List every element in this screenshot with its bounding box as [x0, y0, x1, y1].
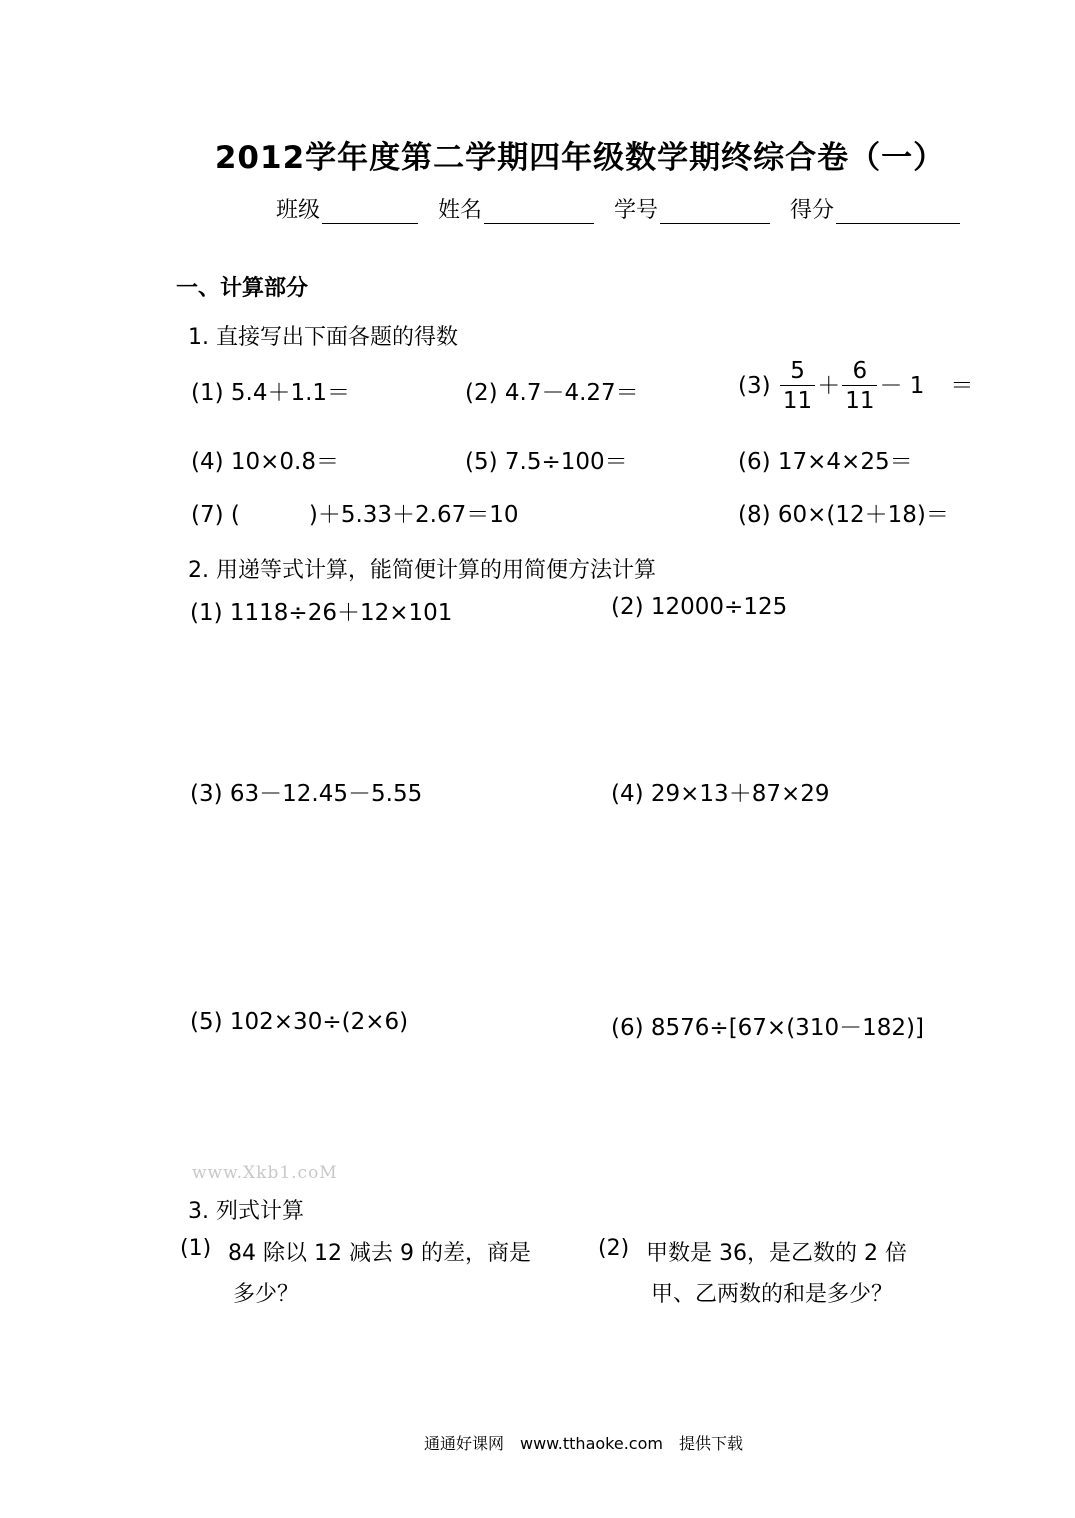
q3-item-2-num: (2)	[598, 1236, 630, 1261]
q2-item-2: (2) 12000÷125	[611, 594, 788, 620]
name-label: 姓名	[438, 198, 483, 223]
q3-item-1-line2: 多少？	[233, 1282, 300, 1307]
class-label: 班级	[276, 198, 321, 223]
q1-item-4: (4) 10×0.8＝	[191, 449, 340, 475]
info-class	[276, 193, 418, 224]
minus-one: － 1	[879, 373, 925, 399]
q2-item-5: (5) 102×30÷(2×6)	[190, 1009, 409, 1035]
info-score	[790, 193, 960, 224]
q1-item-7: (7) ( )＋5.33＋2.67＝10	[191, 502, 519, 528]
q1-item-1: (1) 5.4＋1.1＝	[191, 380, 351, 406]
footer: 通通好课网 www.tthaoke.com 提供下载	[424, 1434, 743, 1453]
q1-heading: 1. 直接写出下面各题的得数	[188, 325, 458, 350]
q1-item-2: (2) 4.7－4.27＝	[465, 380, 639, 406]
q3-item-1-num: (1)	[180, 1236, 212, 1261]
info-name	[438, 193, 594, 224]
q1-item-5: (5) 7.5÷100＝	[465, 449, 628, 475]
number-blank[interactable]	[660, 199, 770, 224]
number-label: 学号	[614, 198, 659, 223]
fraction-2	[842, 357, 877, 416]
score-label: 得分	[790, 198, 835, 223]
q2-item-4: (4) 29×13＋87×29	[611, 781, 830, 807]
name-blank[interactable]	[484, 199, 594, 224]
score-blank[interactable]	[836, 199, 960, 224]
q2-heading: 2. 用递等式计算，能简便计算的用简便方法计算	[188, 558, 656, 583]
q2-item-6: (6) 8576÷[67×(310－182)]	[611, 1015, 924, 1041]
q1-item-8: (8) 60×(12＋18)＝	[738, 502, 949, 528]
page-title: 2012学年度第二学期四年级数学期终综合卷（一）	[214, 140, 946, 176]
q2-item-1: (1) 1118÷26＋12×101	[190, 600, 453, 626]
q3-item-2-line2: 甲、乙两数的和是多少？	[651, 1282, 894, 1307]
watermark: www.Xkb1.coM	[192, 1163, 338, 1183]
q1-item-3-num: (3)	[738, 373, 771, 399]
q3-heading: 3. 列式计算	[188, 1199, 304, 1224]
info-number	[614, 193, 770, 224]
fraction-2-denominator: 11	[845, 388, 875, 414]
fraction-1-denominator: 11	[782, 388, 813, 414]
fraction-2-numerator: 6	[842, 357, 877, 386]
fraction-1	[780, 357, 815, 416]
plus-sign: ＋	[817, 373, 841, 399]
q2-item-3: (3) 63－12.45－5.55	[190, 781, 423, 807]
q3-item-2-line1: 甲数是 36，是乙数的 2 倍	[646, 1241, 907, 1266]
class-blank[interactable]	[322, 199, 418, 224]
fraction-1-numerator: 5	[780, 357, 815, 386]
q3-item-1-line1: 84 除以 12 减去 9 的差，商是	[228, 1241, 531, 1266]
q1-item-3	[738, 357, 973, 416]
q1-item-6: (6) 17×4×25＝	[738, 449, 913, 475]
equals-sign: ＝	[950, 373, 974, 399]
section-heading: 一、计算部分	[176, 276, 309, 301]
